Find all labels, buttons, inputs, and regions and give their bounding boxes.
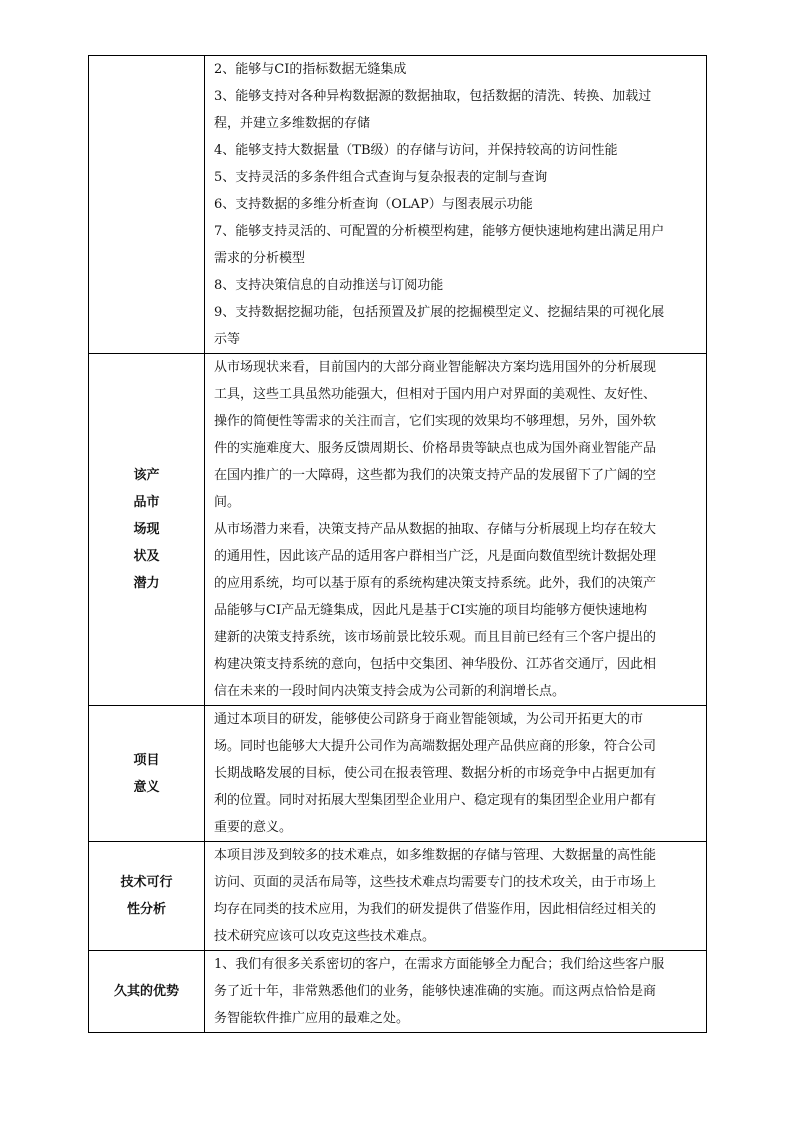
- content-line: 9、支持数据挖掘功能，包括预置及扩展的挖掘模型定义、挖掘结果的可视化展: [214, 305, 665, 320]
- content-line: 的应用系统，均可以基于原有的系统构建决策支持系统。此外，我们的决策产: [214, 576, 657, 591]
- row-label: 技术可行: [120, 875, 173, 890]
- content-line: 2、能够与CI的指标数据无缝集成: [214, 62, 407, 77]
- row-label: 该产: [133, 468, 160, 483]
- row-advantages: [89, 951, 707, 1033]
- content-line: 8、支持决策信息的自动推送与订阅功能: [214, 278, 444, 293]
- content-line: 构建决策支持系统的意向，包括中交集团、神华股份、江苏省交通厅，因此相: [214, 657, 657, 672]
- row-content-cell: [205, 354, 707, 706]
- row-label-cell: [89, 56, 205, 354]
- content-line: 品能够与CI产品无缝集成，因此凡是基于CI实施的项目均能够方便快速地构: [214, 603, 648, 618]
- content-line: 在国内推广的一大障碍，这些都为我们的决策支持产品的发展留下了广阔的空: [214, 468, 657, 483]
- content-line: 间。: [214, 495, 241, 510]
- content-line: 重要的意义。: [214, 820, 293, 835]
- content-line: 3、能够支持对各种异构数据源的数据抽取，包括数据的清洗、转换、加载过: [214, 89, 652, 104]
- row-label: 场现: [133, 522, 160, 537]
- content-line: 技术研究应该可以攻克这些技术难点。: [214, 929, 436, 944]
- content-line: 6、支持数据的多维分析查询（OLAP）与图表展示功能: [214, 197, 533, 212]
- content-line: 建新的决策支持系统，该市场前景比较乐观。而且目前已经有三个客户提出的: [214, 630, 657, 645]
- content-line: 访问、页面的灵活布局等，这些技术难点均需要专门的技术攻关，由于市场上: [214, 875, 657, 890]
- row-label-cell: [89, 354, 205, 706]
- row-content-cell: [205, 706, 707, 842]
- row-label: 意义: [133, 779, 160, 795]
- row-content-cell: [205, 951, 707, 1033]
- content-line: 7、能够支持灵活的、可配置的分析模型构建，能够方便快速地构建出满足用户: [214, 224, 665, 239]
- row-label: 状及: [133, 549, 160, 564]
- row-label: 品市: [133, 495, 160, 510]
- row-content-cell: [205, 842, 707, 951]
- row-label: 潜力: [133, 576, 160, 591]
- content-line: 1、我们有很多关系密切的客户，在需求方面能够全力配合；我们给这些客户服: [214, 957, 665, 972]
- content-line: 的通用性，因此该产品的适用客户群相当广泛，凡是面向数值型统计数据处理: [214, 549, 657, 564]
- row-market-potential: [89, 354, 707, 706]
- content-line: 5、支持灵活的多条件组合式查询与复杂报表的定制与查询: [214, 170, 548, 185]
- content-line: 务智能软件推广应用的最难之处。: [214, 1011, 410, 1026]
- content-line: 程，并建立多维数据的存储: [214, 116, 371, 131]
- content-line: 场。同时也能够大大提升公司作为高端数据处理产品供应商的形象，符合公司: [214, 739, 657, 754]
- row-project-significance: [89, 706, 707, 842]
- row-technical-feasibility: [89, 842, 707, 951]
- row-label-cell: [89, 951, 205, 1033]
- row-label-cell: [89, 842, 205, 951]
- content-line: 4、能够支持大数据量（TB级）的存储与访问，并保持较高的访问性能: [214, 143, 618, 158]
- content-line: 通过本项目的研发，能够使公司跻身于商业智能领域，为公司开拓更大的市: [214, 712, 644, 727]
- content-line: 从市场潜力来看，决策支持产品从数据的抽取、存储与分析展现上均存在较大: [214, 522, 657, 537]
- requirements-table: [88, 55, 707, 1033]
- content-line: 务了近十年，非常熟悉他们的业务，能够快速准确的实施。而这两点恰恰是商: [214, 984, 657, 999]
- content-line: 信在未来的一段时间内决策支持会成为公司新的利润增长点。: [214, 684, 566, 699]
- content-line: 均存在同类的技术应用，为我们的研发提供了借鉴作用，因此相信经过相关的: [214, 902, 657, 917]
- row-label: 性分析: [126, 902, 166, 917]
- row-label: 久其的优势: [113, 984, 179, 999]
- content-line: 利的位置。同时对拓展大型集团型企业用户、稳定现有的集团型企业用户都有: [214, 793, 657, 808]
- content-line: 示等: [214, 332, 241, 347]
- row-content-cell: [205, 56, 707, 354]
- content-line: 工具，这些工具虽然功能强大，但相对于国内用户对界面的美观性、友好性、: [214, 387, 657, 402]
- content-line: 本项目涉及到较多的技术难点，如多维数据的存储与管理、大数据量的高性能: [214, 848, 657, 863]
- content-line: 件的实施难度大、服务反馈周期长、价格昂贵等缺点也成为国外商业智能产品: [214, 441, 657, 456]
- row-label: 项目: [133, 752, 160, 768]
- row-capabilities: [89, 56, 707, 354]
- row-label-cell: [89, 706, 205, 842]
- content-line: 从市场现状来看，目前国内的大部分商业智能解决方案均选用国外的分析展现: [214, 360, 657, 375]
- content-line: 长期战略发展的目标，使公司在报表管理、数据分析的市场竞争中占据更加有: [214, 766, 657, 781]
- content-line: 需求的分析模型: [214, 251, 306, 266]
- content-line: 操作的简便性等需求的关注而言，它们实现的效果均不够理想，另外，国外软: [214, 414, 657, 429]
